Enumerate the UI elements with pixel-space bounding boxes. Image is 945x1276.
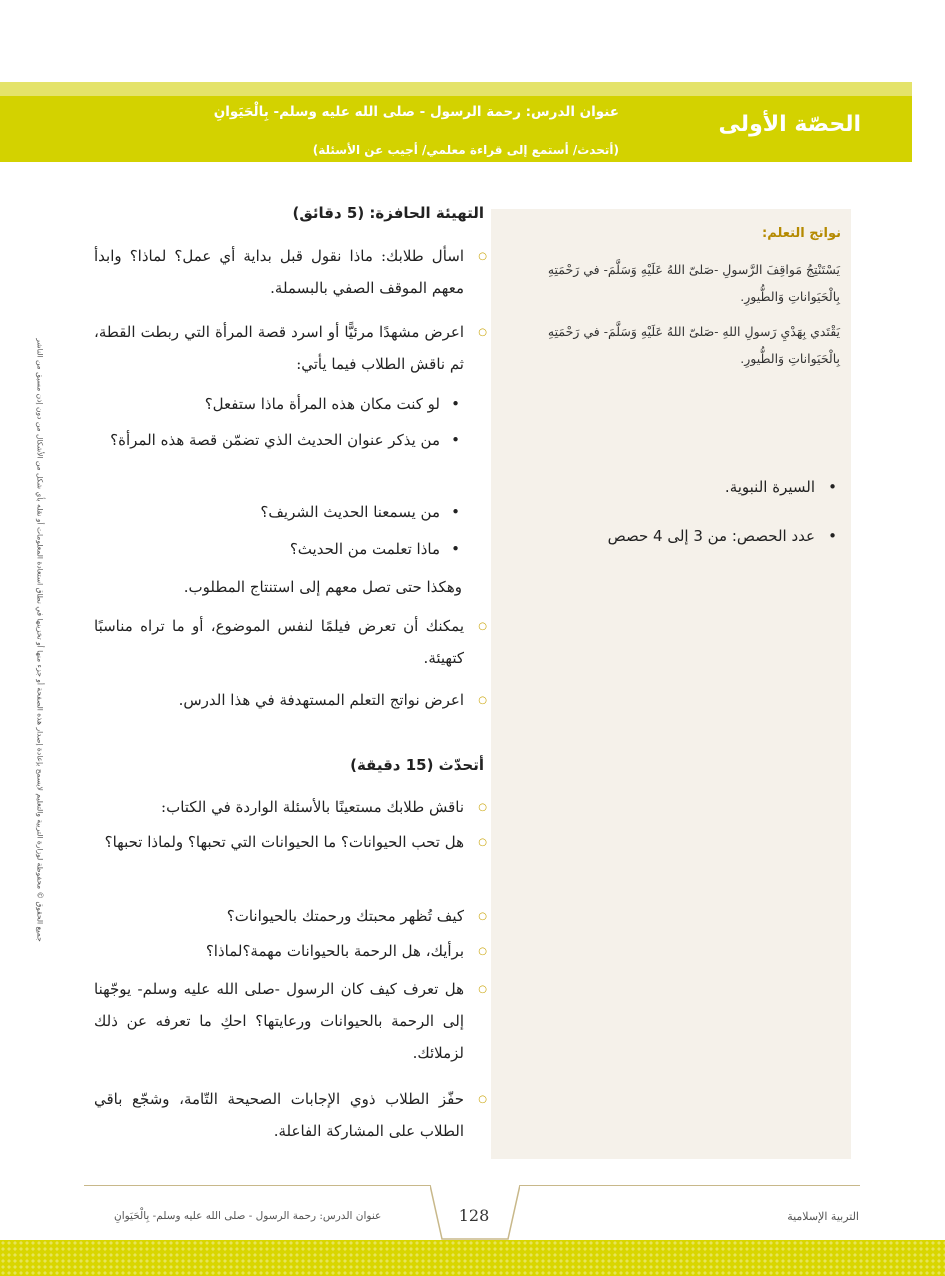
- speaking-item: ○ هل تعرف كيف كان الرسول -صلى الله عليه وسلم- يوجّهنا إلى الرحمة بالحيوانات ورعايتها؟ احكِ ما تعرفه عن ذلك لزملائك.: [94, 973, 464, 1069]
- footer-band: [0, 1240, 945, 1276]
- warmup-paragraph: ○ يمكنك أن تعرض فيلمًا لنفس الموضوع، أو ما تراه مناسبًا كتهيئة.: [94, 610, 464, 674]
- footer-divider: [520, 1185, 860, 1186]
- lesson-title: عنوان الدرس: رحمة الرسول - صلى الله عليه وسلم- بِالْحَيَوانِ: [213, 104, 619, 120]
- lesson-subtitle: (أتحدث/ أستمع إلى قراءة معلمي/ أجيب عن الأسئلة): [312, 143, 619, 157]
- speaking-item: ○ حفّز الطلاب ذوي الإجابات الصحيحة التّامة، وشجّع باقي الطلاب على المشاركة الفاعلة.: [94, 1083, 464, 1147]
- speaking-heading: أتحدّث (15 دقيقة): [350, 756, 484, 774]
- footer-divider: [84, 1185, 432, 1186]
- footer-subject: التربية الإسلامية: [787, 1210, 859, 1223]
- warmup-paragraph: ○ اسأل طلابك: ماذا نقول قبل بداية أي عمل؟ لماذا؟ وابدأ معهم الموقف الصفي بالبسملة.: [94, 240, 464, 304]
- discussion-bullet: • من يسمعنا الحديث الشريف؟: [260, 496, 440, 528]
- discussion-bullet: • من يذكر عنوان الحديث الذي تضمّن قصة هذه المرأة؟: [100, 424, 440, 456]
- warmup-paragraph: ○ اعرض مشهدًا مرئيًّا أو اسرد قصة المرأة التي ربطت القطة، ثم ناقش الطلاب فيما يأتي:: [94, 316, 464, 380]
- speaking-item: ○ برأيك، هل الرحمة بالحيوانات مهمة؟لماذا؟: [206, 935, 464, 967]
- speaking-item: ○ هل تحب الحيوانات؟ ما الحيوانات التي تحبها؟ ولماذا تحبها؟: [94, 826, 464, 858]
- footer-lesson-title: عنوان الدرس: رحمة الرسول - صلى الله عليه وسلم- بِالْحَيَوانِ: [114, 1210, 382, 1222]
- warmup-heading: التهيئة الحافزة: (5 دقائق): [292, 204, 484, 222]
- warmup-conclusion: وهكذا حتى تصل معهم إلى استنتاج المطلوب.: [183, 578, 462, 596]
- discussion-bullet: • ماذا تعلمت من الحديث؟: [290, 533, 440, 565]
- outcome-item: يَسْتَنْتِجُ مَواقِفَ الرَّسولِ -صَلىّ اللهُ عَلَيْهِ وَسَلَّمَ- في رَحْمَتِهِ بِالْحَيَواناتِ وَالطُّيورِ.: [547, 262, 840, 304]
- speaking-item: ○ ناقش طلابك مستعينًا بالأسئلة الواردة في الكتاب:: [161, 791, 464, 823]
- copyright-notice: جميع الحقوق © محفوظة لوزارة التربية والتعليم لايسمح بإعادة إصدار هذه الصفحة أو جزء منها أو تخزينها في نطاق استعادة المعلومات أو نقله بأي شكل من الأشكال من دون إذن مسبق من الناشر: [35, 338, 45, 942]
- outcomes-heading: نواتج التعلم:: [762, 226, 841, 241]
- lesson-number: الحصّة الأولى: [718, 112, 861, 137]
- outcome-item: يَقْتَدي بِهَدْيِ رَسولِ اللهِ -صَلىّ اللهُ عَلَيْهِ وَسَلَّمَ- في رَحْمَتِهِ بِالْحَيَواناتِ وَالطُّيورِ.: [547, 324, 840, 366]
- page-number: 128: [458, 1206, 490, 1225]
- periods-count: • عدد الحصص: من 3 إلى 4 حصص: [608, 527, 815, 545]
- warmup-paragraph: ○ اعرض نواتج التعلم المستهدفة في هذا الدرس.: [179, 684, 464, 716]
- lesson-topic: • السيرة النبوية.: [725, 478, 815, 496]
- speaking-item: ○ كيف تُظهر محبتك ورحمتك بالحيوانات؟: [227, 900, 464, 932]
- discussion-bullet: • لو كنت مكان هذه المرأة ماذا ستفعل؟: [205, 388, 440, 420]
